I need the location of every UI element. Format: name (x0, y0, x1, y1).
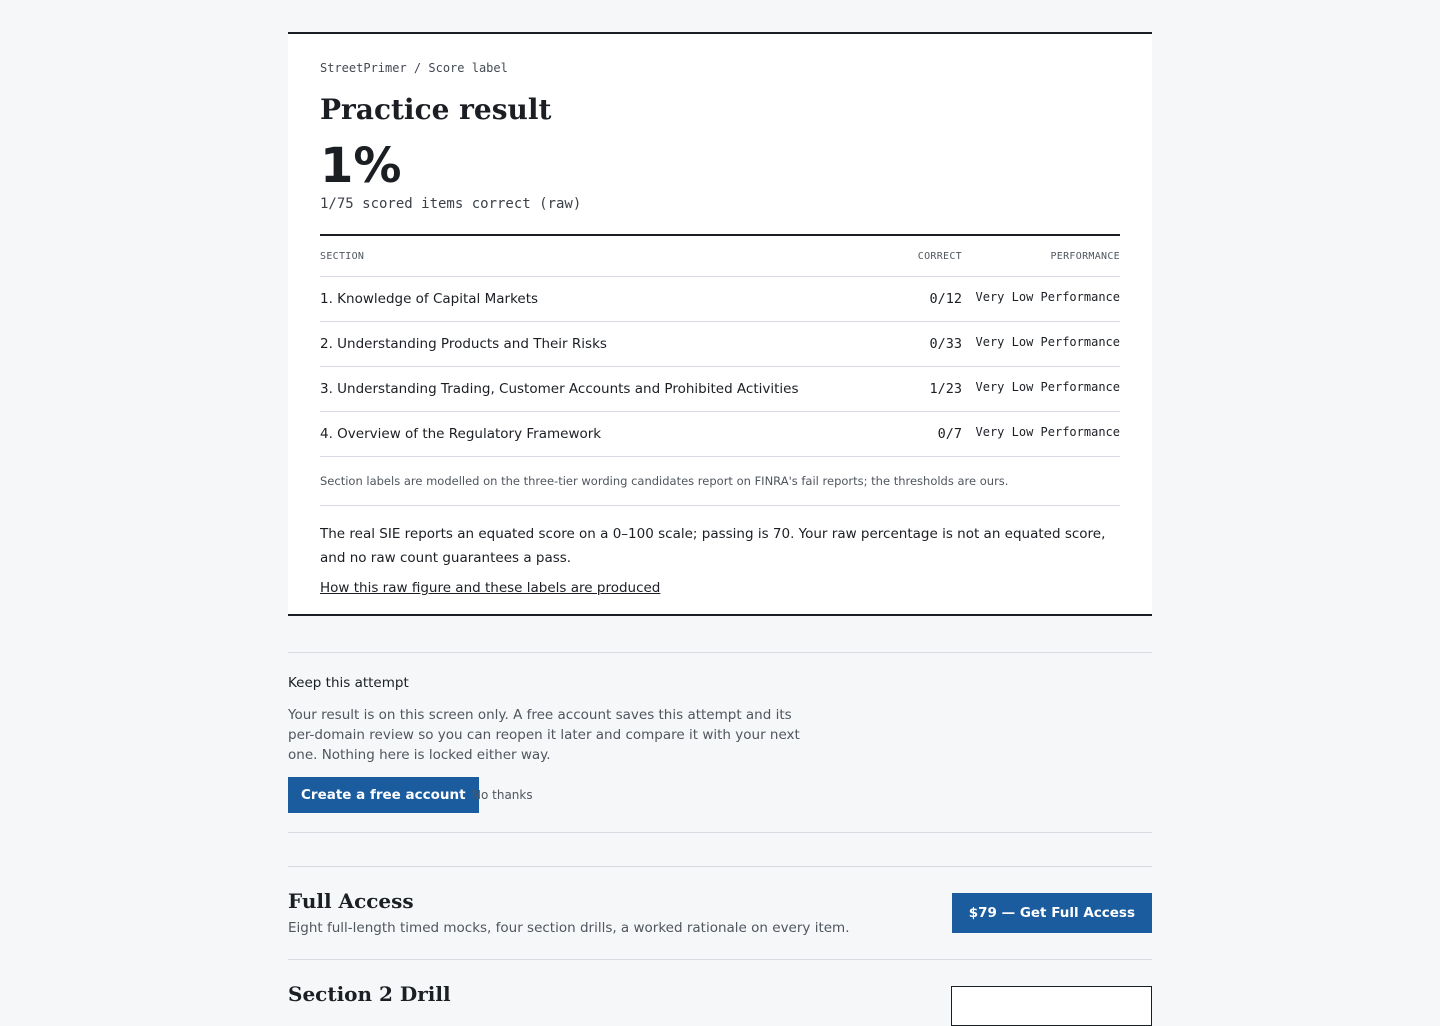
keep-body: Your result is on this screen only. A free account saves this attempt and its per-domain review so you can reopen it later and compare it with your next one. Nothing here is locked either way. (288, 707, 800, 763)
table-row (320, 322, 1120, 367)
header-performance: PERFORMANCE (1050, 250, 1120, 262)
raw-summary: 1/75 scored items correct (raw) (320, 196, 582, 212)
full-access-offer (288, 866, 1152, 960)
header-section: SECTION (320, 250, 365, 262)
how-produced-link[interactable]: How this raw figure and these labels are produced (320, 580, 661, 596)
no-thanks-button[interactable]: No thanks (472, 788, 533, 802)
table-row (320, 412, 1120, 457)
create-account-button[interactable]: Create a free account (288, 777, 479, 813)
keep-attempt-section (288, 652, 1152, 833)
header-correct: CORRECT (917, 250, 962, 262)
table-row (320, 277, 1120, 322)
table-header (320, 236, 1120, 277)
breadcrumb: StreetPrimer / Score label (320, 61, 508, 75)
full-access-title: Full Access (288, 889, 414, 913)
drill-button[interactable] (951, 986, 1152, 1026)
page-title: Practice result (320, 93, 552, 126)
row-correct: 0/7 (937, 426, 962, 442)
row-section: 3. Understanding Trading, Customer Accounts and Prohibited Activities (320, 381, 799, 397)
section-table (320, 234, 1120, 506)
row-correct: 0/33 (929, 336, 962, 352)
row-performance: Very Low Performance (975, 425, 1120, 439)
keep-heading: Keep this attempt (288, 675, 409, 691)
row-performance: Very Low Performance (975, 380, 1120, 394)
table-row (320, 367, 1120, 412)
section-drill-offer (288, 960, 1152, 1006)
row-correct: 0/12 (929, 291, 962, 307)
result-wrapper (288, 32, 1152, 616)
get-full-access-button[interactable]: $79 — Get Full Access (952, 893, 1152, 933)
equated-score-explainer: The real SIE reports an equated score on a 0–100 scale; passing is 70. Your raw percentage is not an equated score, and no raw count guarantees a pass. (320, 526, 1106, 566)
result-card (288, 32, 1152, 616)
row-performance: Very Low Performance (975, 335, 1120, 349)
score-percent: 1% (320, 138, 402, 194)
row-section: 2. Understanding Products and Their Risks (320, 336, 607, 352)
drill-title: Section 2 Drill (288, 982, 451, 1006)
row-performance: Very Low Performance (975, 290, 1120, 304)
row-correct: 1/23 (929, 381, 962, 397)
full-access-description: Eight full-length timed mocks, four section drills, a worked rationale on every item. (288, 920, 850, 936)
row-section: 4. Overview of the Regulatory Framework (320, 426, 602, 442)
table-note: Section labels are modelled on the three-tier wording candidates report on FINRA's fail reports; the thresholds are ours. (320, 457, 1120, 506)
row-section: 1. Knowledge of Capital Markets (320, 291, 539, 307)
